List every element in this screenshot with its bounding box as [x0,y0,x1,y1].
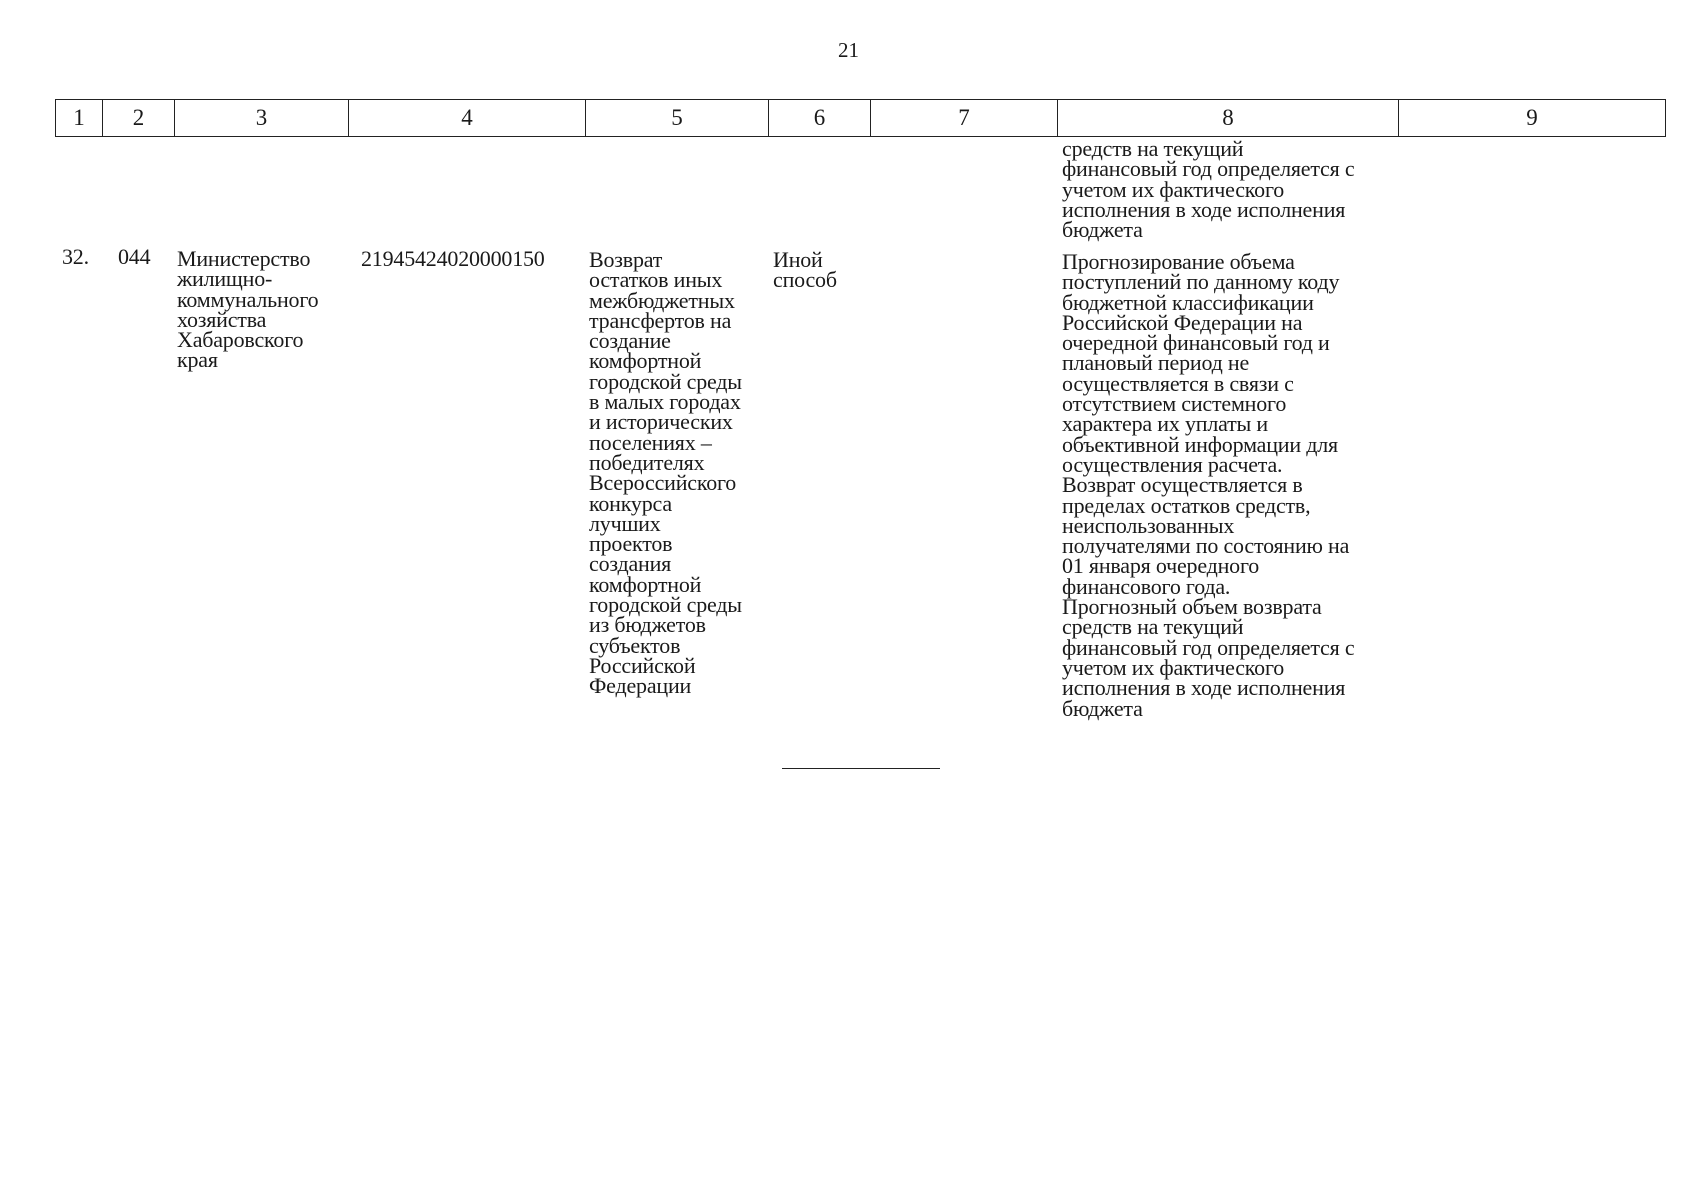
column-header-5: 5 [586,100,769,137]
column-header-6: 6 [769,100,871,137]
budget-classification-code: 21945424020000150 [361,246,545,271]
forecast-method: Иной способ [773,247,837,293]
forecast-description: Прогнозирование объема поступлений по данному коду бюджетной классификации Российской Федерации на очередной финансовый год и плановый период не осуществляется в связи с отсутствием системного характера их уплаты и объективной информации для осуществления расчета. Возврат осуществляется в пределах остатков средств, неиспользованных получателями по состоянию на 01 января очередного финансового года. Прогнозный объем возврата средств на текущий финансовый год определяется с учетом их фактического исполнения в ходе исполнения бюджета [1062,249,1355,721]
page-number: 21 [838,38,859,62]
end-divider [782,768,940,769]
column-header-table [55,99,1666,137]
column-header-2: 2 [103,100,175,137]
column-header-8: 8 [1058,100,1399,137]
revenue-name: Возврат остатков иных межбюджетных трансфертов на создание комфортной городской среды в малых городах и исторических поселениях – победителях Всероссийского конкурса лучших проектов создания комфортной городской среды из бюджетов субъектов Российской Федерации [589,247,742,699]
continued-description: средств на текущий финансовый год определяется с учетом их фактического исполнения в ходе исполнения бюджета [1062,136,1355,243]
column-header-4: 4 [349,100,586,137]
admin-code: 044 [118,244,151,269]
column-header-9: 9 [1399,100,1666,137]
column-header-3: 3 [175,100,349,137]
column-header-7: 7 [871,100,1058,137]
column-header-row [56,100,1666,137]
column-header-1: 1 [56,100,103,137]
row-number: 32. [62,244,89,269]
administrator-name: Министерство жилищно- коммунального хозяйства Хабаровского края [177,246,319,373]
